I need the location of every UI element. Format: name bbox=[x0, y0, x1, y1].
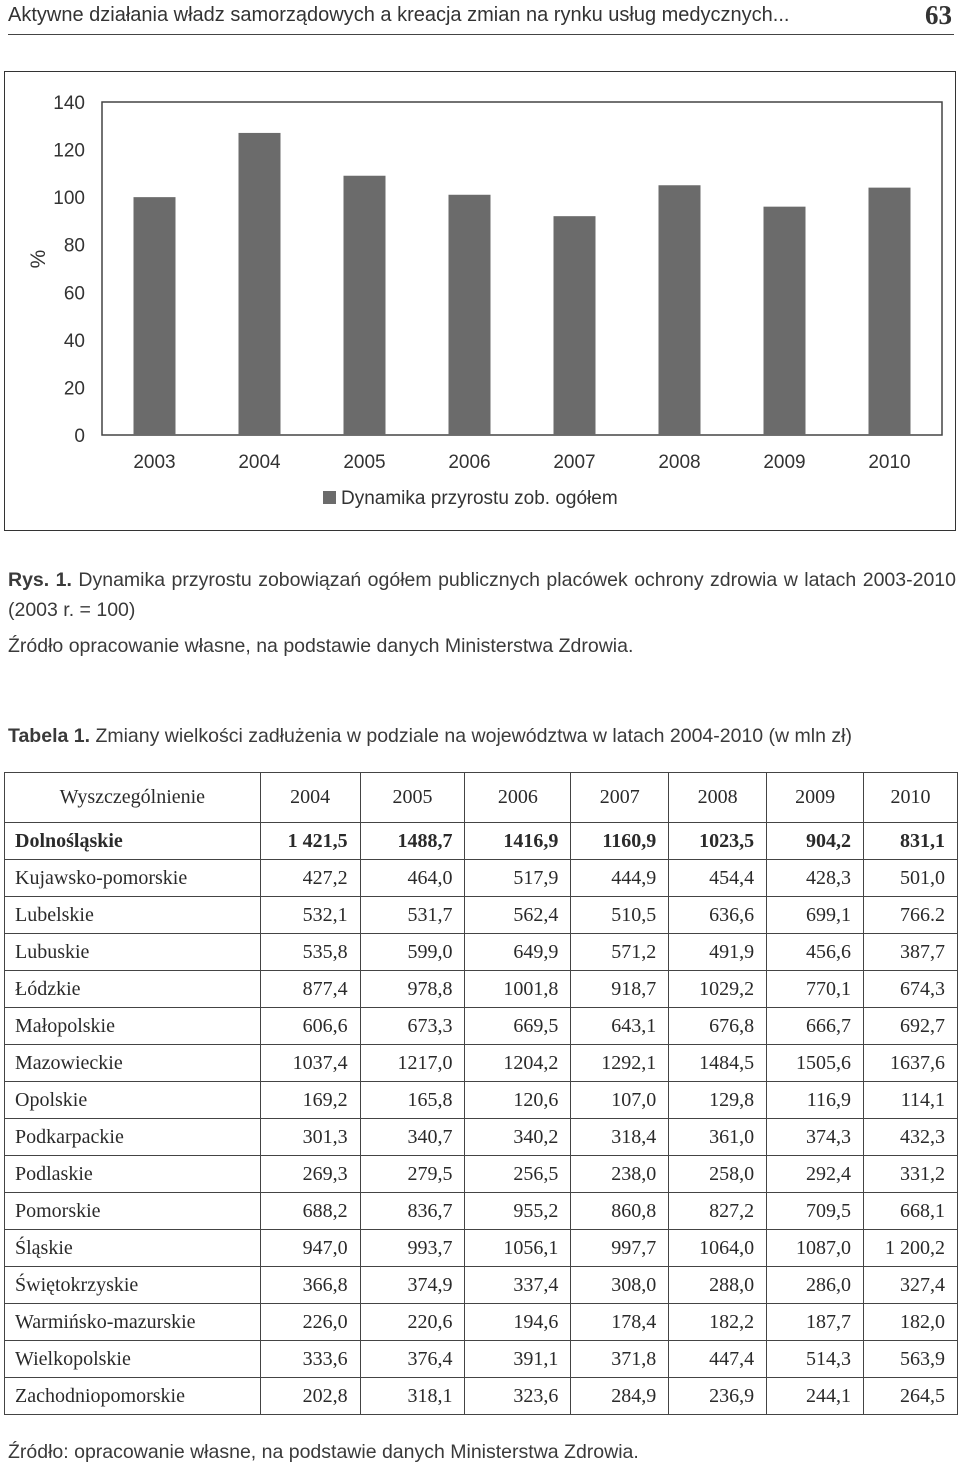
value-cell: 531,7 bbox=[360, 897, 465, 934]
value-cell: 182,2 bbox=[669, 1304, 767, 1341]
value-cell: 226,0 bbox=[260, 1304, 360, 1341]
region-name-cell: Łódzkie bbox=[5, 971, 261, 1008]
table-row bbox=[5, 971, 958, 1008]
region-name-cell: Opolskie bbox=[5, 1082, 261, 1119]
column-header-year: 2008 bbox=[669, 773, 767, 823]
bar bbox=[344, 176, 386, 435]
value-cell: 514,3 bbox=[767, 1341, 864, 1378]
value-cell: 428,3 bbox=[767, 860, 864, 897]
value-cell: 236,9 bbox=[669, 1378, 767, 1415]
value-cell: 562,4 bbox=[465, 897, 571, 934]
x-tick-label: 2010 bbox=[868, 452, 911, 473]
value-cell: 284,9 bbox=[571, 1378, 669, 1415]
bar bbox=[764, 207, 806, 435]
table-row bbox=[5, 1008, 958, 1045]
value-cell: 456,6 bbox=[767, 934, 864, 971]
bar bbox=[239, 133, 281, 435]
column-header-label: Wyszczególnienie bbox=[5, 773, 261, 823]
region-name-cell: Podlaskie bbox=[5, 1156, 261, 1193]
table-row bbox=[5, 1119, 958, 1156]
region-name-cell: Wielkopolskie bbox=[5, 1341, 261, 1378]
value-cell: 1 421,5 bbox=[260, 823, 360, 860]
region-name-cell: Warmińsko-mazurskie bbox=[5, 1304, 261, 1341]
value-cell: 340,7 bbox=[360, 1119, 465, 1156]
table-row bbox=[5, 897, 958, 934]
value-cell: 877,4 bbox=[260, 971, 360, 1008]
table-row bbox=[5, 1082, 958, 1119]
value-cell: 1023,5 bbox=[669, 823, 767, 860]
column-header-year: 2007 bbox=[571, 773, 669, 823]
value-cell: 643,1 bbox=[571, 1008, 669, 1045]
value-cell: 688,2 bbox=[260, 1193, 360, 1230]
value-cell: 258,0 bbox=[669, 1156, 767, 1193]
value-cell: 563,9 bbox=[864, 1341, 958, 1378]
value-cell: 1484,5 bbox=[669, 1045, 767, 1082]
value-cell: 376,4 bbox=[360, 1341, 465, 1378]
figure-caption-label: Rys. 1. bbox=[8, 569, 72, 591]
table-header-row bbox=[5, 773, 958, 823]
value-cell: 1037,4 bbox=[260, 1045, 360, 1082]
y-tick-label: 60 bbox=[63, 283, 85, 305]
column-header-year: 2006 bbox=[465, 773, 571, 823]
value-cell: 666,7 bbox=[767, 1008, 864, 1045]
value-cell: 114,1 bbox=[864, 1082, 958, 1119]
value-cell: 432,3 bbox=[864, 1119, 958, 1156]
region-name-cell: Lubelskie bbox=[5, 897, 261, 934]
y-tick-label: 0 bbox=[74, 426, 85, 447]
value-cell: 997,7 bbox=[571, 1230, 669, 1267]
value-cell: 673,3 bbox=[360, 1008, 465, 1045]
y-tick-label: 20 bbox=[63, 378, 85, 400]
value-cell: 669,5 bbox=[465, 1008, 571, 1045]
legend-swatch bbox=[323, 491, 336, 504]
value-cell: 178,4 bbox=[571, 1304, 669, 1341]
value-cell: 374,3 bbox=[767, 1119, 864, 1156]
value-cell: 1204,2 bbox=[465, 1045, 571, 1082]
region-name-cell: Kujawsko-pomorskie bbox=[5, 860, 261, 897]
value-cell: 220,6 bbox=[360, 1304, 465, 1341]
value-cell: 182,0 bbox=[864, 1304, 958, 1341]
table-row bbox=[5, 934, 958, 971]
value-cell: 947,0 bbox=[260, 1230, 360, 1267]
value-cell: 244,1 bbox=[767, 1378, 864, 1415]
value-cell: 918,7 bbox=[571, 971, 669, 1008]
value-cell: 1217,0 bbox=[360, 1045, 465, 1082]
value-cell: 333,6 bbox=[260, 1341, 360, 1378]
table-row bbox=[5, 1267, 958, 1304]
y-tick-label: 40 bbox=[63, 330, 85, 352]
value-cell: 292,4 bbox=[767, 1156, 864, 1193]
figure-caption bbox=[8, 565, 956, 625]
value-cell: 318,1 bbox=[360, 1378, 465, 1415]
column-header-year: 2009 bbox=[767, 773, 864, 823]
value-cell: 649,9 bbox=[465, 934, 571, 971]
column-header-year: 2005 bbox=[360, 773, 465, 823]
y-tick-label: 100 bbox=[53, 188, 85, 210]
value-cell: 279,5 bbox=[360, 1156, 465, 1193]
column-header-year: 2010 bbox=[864, 773, 958, 823]
table-caption-text: Zmiany wielkości zadłużenia w podziale na województwa w latach 2004-2010 (w mln zł) bbox=[95, 725, 852, 747]
value-cell: 202,8 bbox=[260, 1378, 360, 1415]
value-cell: 770,1 bbox=[767, 971, 864, 1008]
bar bbox=[134, 197, 176, 435]
value-cell: 308,0 bbox=[571, 1267, 669, 1304]
value-cell: 444,9 bbox=[571, 860, 669, 897]
value-cell: 1505,6 bbox=[767, 1045, 864, 1082]
region-name-cell: Świętokrzyskie bbox=[5, 1267, 261, 1304]
table-row bbox=[5, 1156, 958, 1193]
value-cell: 107,0 bbox=[571, 1082, 669, 1119]
figure-caption-text: Dynamika przyrostu zobowiązań ogółem publicznych placówek ochrony zdrowia w latach 2003-2010 (2003 r. = 100) bbox=[8, 569, 956, 621]
value-cell: 699,1 bbox=[767, 897, 864, 934]
table-row bbox=[5, 1304, 958, 1341]
region-name-cell: Śląskie bbox=[5, 1230, 261, 1267]
region-name-cell: Zachodniopomorskie bbox=[5, 1378, 261, 1415]
page-number: 63 bbox=[925, 0, 952, 30]
value-cell: 1056,1 bbox=[465, 1230, 571, 1267]
value-cell: 1 200,2 bbox=[864, 1230, 958, 1267]
column-header-year: 2004 bbox=[260, 773, 360, 823]
value-cell: 187,7 bbox=[767, 1304, 864, 1341]
value-cell: 256,5 bbox=[465, 1156, 571, 1193]
table-caption-label: Tabela 1. bbox=[8, 725, 91, 747]
x-tick-label: 2006 bbox=[448, 452, 491, 473]
value-cell: 327,4 bbox=[864, 1267, 958, 1304]
value-cell: 1416,9 bbox=[465, 823, 571, 860]
value-cell: 636,6 bbox=[669, 897, 767, 934]
value-cell: 116,9 bbox=[767, 1082, 864, 1119]
value-cell: 374,9 bbox=[360, 1267, 465, 1304]
value-cell: 1064,0 bbox=[669, 1230, 767, 1267]
value-cell: 238,0 bbox=[571, 1156, 669, 1193]
value-cell: 535,8 bbox=[260, 934, 360, 971]
table-row bbox=[5, 1378, 958, 1415]
value-cell: 323,6 bbox=[465, 1378, 571, 1415]
value-cell: 709,5 bbox=[767, 1193, 864, 1230]
x-tick-label: 2005 bbox=[343, 452, 386, 473]
value-cell: 286,0 bbox=[767, 1267, 864, 1304]
bar-chart bbox=[4, 71, 956, 531]
value-cell: 129,8 bbox=[669, 1082, 767, 1119]
value-cell: 331,2 bbox=[864, 1156, 958, 1193]
value-cell: 387,7 bbox=[864, 934, 958, 971]
legend-label: Dynamika przyrostu zob. ogółem bbox=[341, 488, 618, 509]
table-source: Źródło: opracowanie własne, na podstawie danych Ministerstwa Zdrowia. bbox=[8, 1441, 639, 1463]
value-cell: 340,2 bbox=[465, 1119, 571, 1156]
y-tick-label: 80 bbox=[63, 235, 85, 257]
value-cell: 361,0 bbox=[669, 1119, 767, 1156]
value-cell: 606,6 bbox=[260, 1008, 360, 1045]
x-tick-label: 2008 bbox=[658, 452, 701, 473]
x-tick-label: 2003 bbox=[133, 452, 176, 473]
value-cell: 827,2 bbox=[669, 1193, 767, 1230]
y-tick-label: 120 bbox=[53, 140, 85, 162]
region-name-cell: Małopolskie bbox=[5, 1008, 261, 1045]
value-cell: 120,6 bbox=[465, 1082, 571, 1119]
value-cell: 301,3 bbox=[260, 1119, 360, 1156]
table-row bbox=[5, 823, 958, 860]
debt-table bbox=[4, 772, 958, 1415]
value-cell: 532,1 bbox=[260, 897, 360, 934]
bar bbox=[449, 195, 491, 435]
value-cell: 447,4 bbox=[669, 1341, 767, 1378]
value-cell: 510,5 bbox=[571, 897, 669, 934]
value-cell: 766.2 bbox=[864, 897, 958, 934]
value-cell: 491,9 bbox=[669, 934, 767, 971]
x-tick-label: 2009 bbox=[763, 452, 806, 473]
value-cell: 692,7 bbox=[864, 1008, 958, 1045]
x-tick-label: 2004 bbox=[238, 452, 281, 473]
table-row bbox=[5, 1230, 958, 1267]
region-name-cell: Lubuskie bbox=[5, 934, 261, 971]
value-cell: 571,2 bbox=[571, 934, 669, 971]
value-cell: 318,4 bbox=[571, 1119, 669, 1156]
y-axis-label: % bbox=[27, 249, 50, 269]
bar bbox=[869, 188, 911, 435]
value-cell: 464,0 bbox=[360, 860, 465, 897]
y-tick-label: 140 bbox=[53, 93, 85, 114]
value-cell: 288,0 bbox=[669, 1267, 767, 1304]
value-cell: 371,8 bbox=[571, 1341, 669, 1378]
x-tick-label: 2007 bbox=[553, 452, 596, 473]
value-cell: 676,8 bbox=[669, 1008, 767, 1045]
value-cell: 194,6 bbox=[465, 1304, 571, 1341]
value-cell: 674,3 bbox=[864, 971, 958, 1008]
value-cell: 337,4 bbox=[465, 1267, 571, 1304]
plot-area bbox=[102, 102, 942, 435]
value-cell: 1488,7 bbox=[360, 823, 465, 860]
value-cell: 517,9 bbox=[465, 860, 571, 897]
value-cell: 860,8 bbox=[571, 1193, 669, 1230]
value-cell: 978,8 bbox=[360, 971, 465, 1008]
value-cell: 1160,9 bbox=[571, 823, 669, 860]
value-cell: 264,5 bbox=[864, 1378, 958, 1415]
value-cell: 1001,8 bbox=[465, 971, 571, 1008]
value-cell: 1637,6 bbox=[864, 1045, 958, 1082]
value-cell: 993,7 bbox=[360, 1230, 465, 1267]
value-cell: 955,2 bbox=[465, 1193, 571, 1230]
bar bbox=[554, 216, 596, 435]
region-name-cell: Mazowieckie bbox=[5, 1045, 261, 1082]
value-cell: 599,0 bbox=[360, 934, 465, 971]
value-cell: 169,2 bbox=[260, 1082, 360, 1119]
bar bbox=[659, 185, 701, 435]
value-cell: 904,2 bbox=[767, 823, 864, 860]
value-cell: 501,0 bbox=[864, 860, 958, 897]
value-cell: 1292,1 bbox=[571, 1045, 669, 1082]
page-header bbox=[8, 0, 954, 35]
value-cell: 454,4 bbox=[669, 860, 767, 897]
value-cell: 366,8 bbox=[260, 1267, 360, 1304]
value-cell: 831,1 bbox=[864, 823, 958, 860]
region-name-cell: Pomorskie bbox=[5, 1193, 261, 1230]
value-cell: 836,7 bbox=[360, 1193, 465, 1230]
chart-svg bbox=[5, 72, 957, 532]
value-cell: 1029,2 bbox=[669, 971, 767, 1008]
value-cell: 1087,0 bbox=[767, 1230, 864, 1267]
table-row bbox=[5, 1341, 958, 1378]
value-cell: 427,2 bbox=[260, 860, 360, 897]
figure-source: Źródło opracowanie własne, na podstawie danych Ministerstwa Zdrowia. bbox=[8, 635, 634, 657]
value-cell: 668,1 bbox=[864, 1193, 958, 1230]
value-cell: 269,3 bbox=[260, 1156, 360, 1193]
table-row bbox=[5, 860, 958, 897]
table-row bbox=[5, 1045, 958, 1082]
running-title: Aktywne działania władz samorządowych a kreacja zmian na rynku usług medycznych... bbox=[8, 4, 790, 26]
value-cell: 165,8 bbox=[360, 1082, 465, 1119]
table-row bbox=[5, 1193, 958, 1230]
region-name-cell: Dolnośląskie bbox=[5, 823, 261, 860]
table-caption bbox=[8, 725, 852, 748]
value-cell: 391,1 bbox=[465, 1341, 571, 1378]
region-name-cell: Podkarpackie bbox=[5, 1119, 261, 1156]
